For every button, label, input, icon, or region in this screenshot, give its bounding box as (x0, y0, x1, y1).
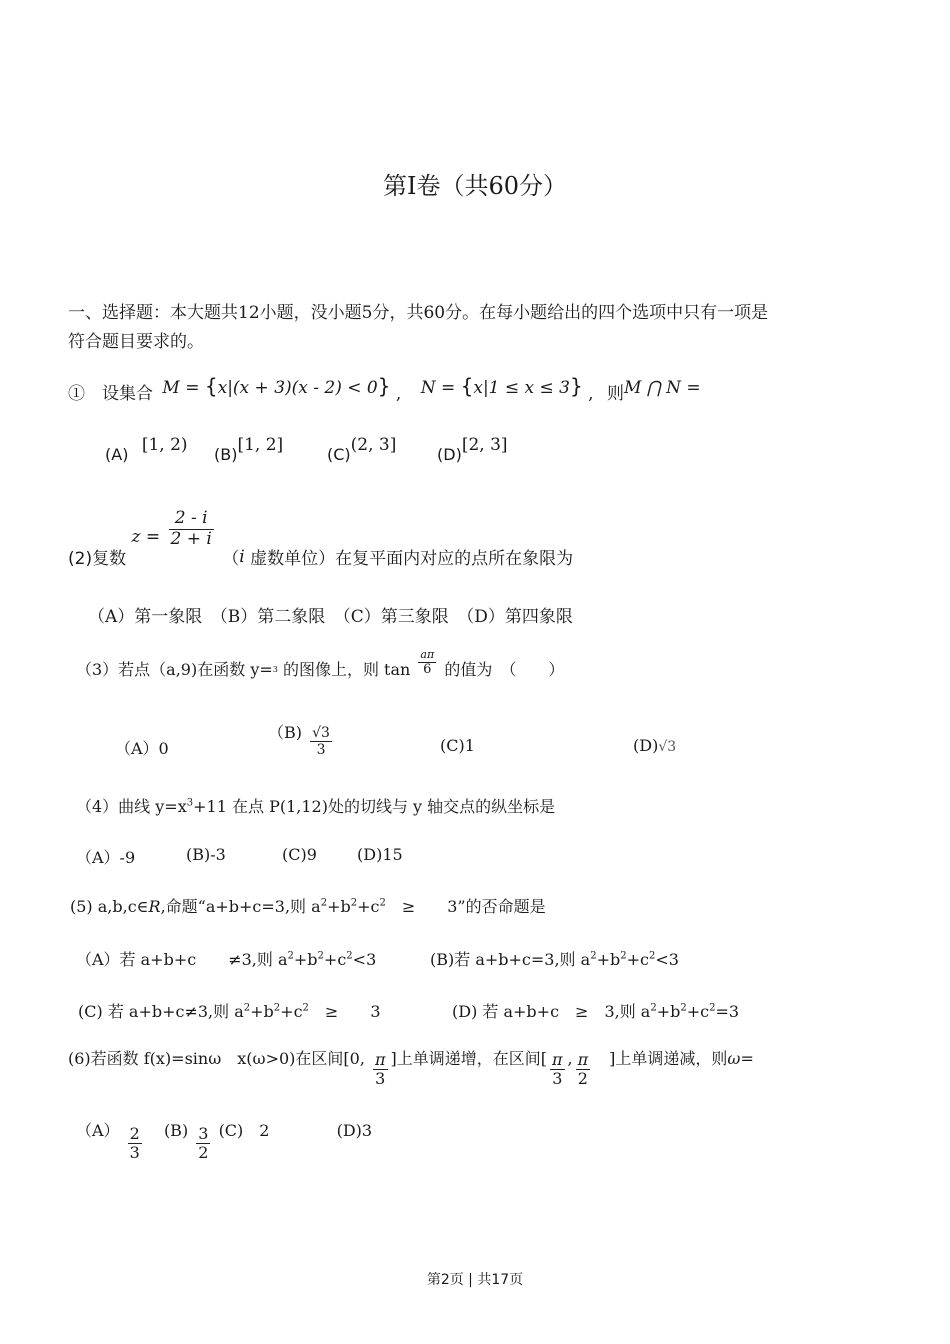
q1-set-m: x|(x + 3)(x - 2) < 0 (217, 378, 378, 398)
q3-fraction: $\frac{a\pi}{6}$ (420, 648, 435, 677)
q4-option-a: （A）-9 (76, 848, 136, 867)
q3-option-b: （B) $\frac{√3}{3}$ (268, 723, 330, 759)
question-6: (6)若函数 f(x)=sinω x(ω>0)在区间[0, $\frac{\pi}{3}$ ]上单调递增，在区间[ $\frac{\pi}{3}$ , $\frac{\pi}{2}$ ]上单调递减，则ω= (68, 1049, 754, 1089)
q5-option-b: (B)若 a+b+c=3,则 $a^2+b^2+c^2<3$ (430, 950, 679, 969)
q1-option-a: (A) [1, 2) (105, 435, 188, 464)
page-title: 第Ⅰ卷（共60分） (382, 172, 568, 200)
question-1: ① 设集合 M = {x|(x + 3)(x - 2) < 0} , N = {x|1 ≤ x ≤ 3} , 则M ⋂ N = (68, 374, 701, 404)
q2-fraction: $\frac{2 - i}{2 + i}$ (170, 508, 212, 549)
q1-set-n-label: N = (420, 378, 456, 398)
q4-option-b: (B)-3 (186, 845, 226, 864)
q1-then: 则 (606, 384, 624, 404)
q1-set-m-label: M = (162, 378, 200, 398)
question-3: （3）若点（a,9)在函数 $y=_3$ 的图像上，则 tan $\frac{a\pi}{6}$ 的值为 （ ） (76, 648, 565, 679)
q6-options: （A） $\frac{2}{3}$ (B) $\frac{3}{2}$ (C) 2 (D)3 (76, 1121, 373, 1163)
q2-options: （A）第一象限 （B）第二象限 （C）第三象限 （D）第四象限 (88, 607, 573, 627)
q3-option-c: (C)1 (440, 736, 475, 755)
q1-set-n: x|1 ≤ x ≤ 3 (473, 378, 570, 398)
page-footer: 第2页 | 共17页 (426, 1272, 524, 1288)
q3-option-d: (D)√3 (633, 736, 677, 755)
q1-option-c: (C)(2, 3] (327, 435, 397, 464)
q5-option-a: （A）若 a+b+c ≠3,则 $a^2+b^2+c^2<3$ (76, 950, 377, 969)
q4-option-c: (C)9 (282, 845, 317, 864)
q2-i: i (239, 546, 245, 567)
q1-comma-1: , (395, 384, 402, 404)
q3-option-a: （A）0 (115, 739, 169, 758)
question-2: (2)复数 z = $\frac{2 - i}{2 + i}$ （i 虚数单位）在复平面内对应的点所在象限为 (68, 508, 574, 569)
q1-comma-2: , (588, 384, 594, 404)
section-heading-line1: 一、选择题：本大题共12小题，没小题5分，共60分。在每小题给出的四个选项中只有一项是 (68, 303, 769, 323)
q4-option-d: (D)15 (357, 845, 403, 864)
q1-option-b: (B)[1, 2] (214, 435, 284, 464)
q2-z: z = (131, 526, 161, 547)
q2-prefix: (2)复数 (68, 548, 127, 569)
q1-prefix: ① 设集合 (68, 384, 153, 404)
q2-suffix: 虚数单位）在复平面内对应的点所在象限为 (250, 548, 574, 569)
q1-expression: M ⋂ N = (623, 378, 701, 398)
q5-option-c: (C) 若 a+b+c≠3,则 $a^2+b^2+c^2$ ≥ 3 (78, 1002, 381, 1021)
question-4: （4）曲线 $y=x^3+11$ 在点 P(1,12)处的切线与 y 轴交点的纵坐标是 (76, 797, 556, 816)
q1-option-d: (D)[2, 3] (437, 435, 508, 464)
q5-option-d: (D) 若 a+b+c ≥ 3,则 $a^2+b^2+c^2=3$ (452, 1002, 740, 1021)
question-5: (5) a,b,c∈R,命题“a+b+c=3,则 $a^2+b^2+c^2$ ≥ 3”的否命题是 (70, 897, 546, 916)
section-heading-line2: 符合题目要求的。 (68, 332, 204, 352)
